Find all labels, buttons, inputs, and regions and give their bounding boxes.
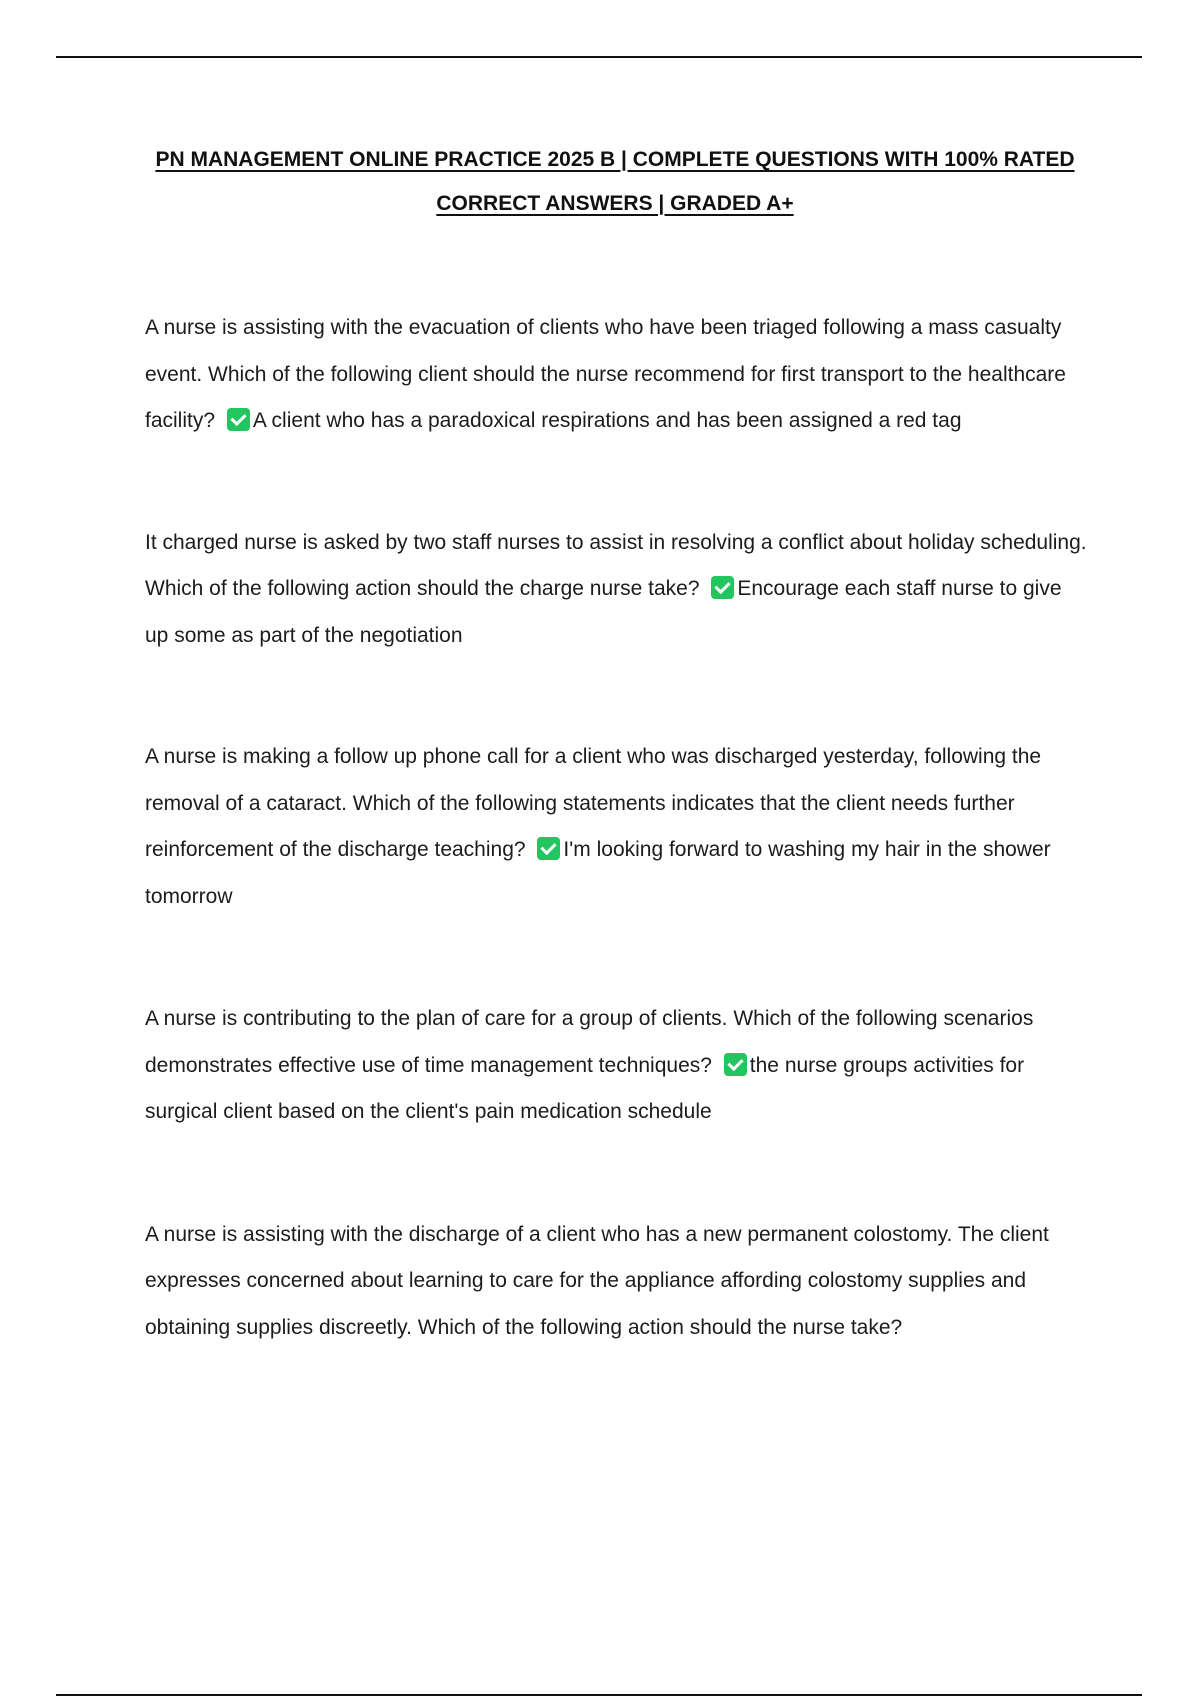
question-text: A nurse is assisting with the discharge of a client who has a new permanent colostomy. The client expresses concerned about learning to care for the appliance affording colostomy supplies and obtaining supplies discreetly. Which of the following action should the nurse take? — [145, 1222, 1049, 1339]
question-item — [145, 1212, 1090, 1352]
question-text: It charged nurse is asked by two staff nurses to assist in resolving a conflict about holiday scheduling. Which of the following action should the charge nurse take? — [145, 530, 1087, 600]
question-text: A nurse is making a follow up phone call for a client who was discharged yesterday, following the removal of a cataract. Which of the following statements indicates that the client needs further reinforcement of the discharge teaching? — [145, 745, 1042, 861]
question-text: A nurse is contributing to the plan of care for a group of clients. Which of the following scenarios demonstrates effective use of time management techniques? — [145, 1007, 1034, 1077]
answer-text: the nurse groups activities for surgical client based on the client's pain medication schedule — [145, 1053, 1025, 1123]
question-item — [145, 996, 1090, 1136]
check-mark-icon — [724, 1053, 747, 1076]
page-top-rule — [56, 56, 1142, 58]
check-mark-icon — [711, 576, 734, 599]
answer-text: A client who has a paradoxical respirations and has been assigned a red tag — [252, 409, 962, 432]
document-title: PN MANAGEMENT ONLINE PRACTICE 2025 B | COMPLETE QUESTIONS WITH 100% RATED CORRECT ANSWERS | GRADED A+ — [155, 148, 1075, 215]
answer-text: Encourage each staff nurse to give up some as part of the negotiation — [145, 577, 1062, 647]
check-mark-icon — [227, 408, 250, 431]
question-item — [145, 305, 1090, 445]
question-item — [145, 520, 1090, 660]
page-bottom-rule — [56, 1694, 1142, 1696]
check-mark-icon — [537, 837, 560, 860]
question-list — [145, 305, 1090, 1426]
answer-text: I'm looking forward to washing my hair in the shower tomorrow — [145, 838, 1051, 908]
question-text: A nurse is assisting with the evacuation of clients who have been triaged following a mass casualty event. Which of the following client should the nurse recommend for first transport to the healthcare facility? — [145, 316, 1066, 432]
question-item — [145, 734, 1090, 920]
